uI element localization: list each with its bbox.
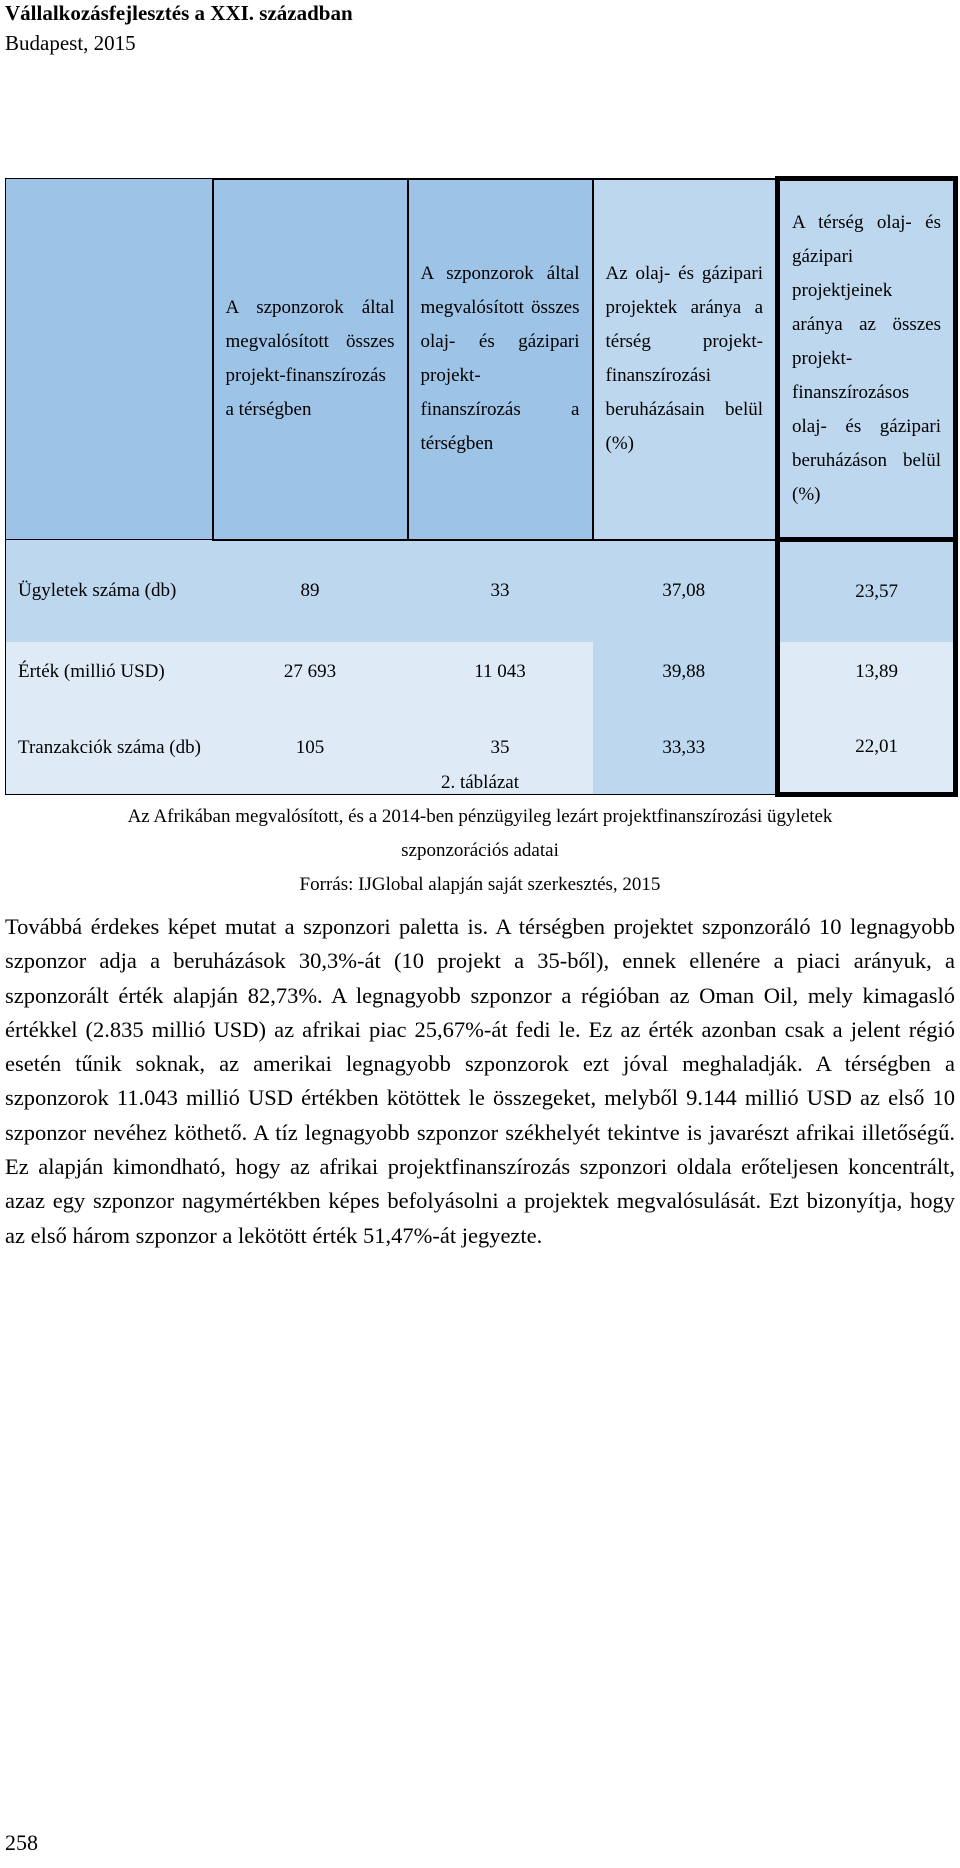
- table-cell: 39,88: [593, 642, 778, 702]
- header-title: Vállalkozásfejlesztés a XXI. században: [5, 1, 353, 25]
- table-cell: 33: [408, 540, 593, 643]
- row-label: Tranzakciók száma (db): [6, 702, 213, 795]
- header-subtitle: Budapest, 2015: [5, 31, 136, 55]
- table-caption-source: Forrás: IJGlobal alapján saját szerkesztés, 2015: [299, 874, 661, 895]
- table-cell: 27 693: [213, 642, 408, 702]
- table-cell: 23,57: [778, 540, 956, 643]
- page-header: [5, 0, 353, 56]
- table-cell: 105: [213, 702, 408, 795]
- table-caption-number: 2. táblázat: [440, 772, 520, 793]
- table-cell: 22,01: [778, 702, 956, 795]
- table-cell: 89: [213, 540, 408, 643]
- column-header: A térség olaj- és gázipari projektjeinek aránya az összes projekt-finanszírozásos olaj- és gázipari beruházáson belül (%): [778, 179, 956, 540]
- data-table: [5, 176, 958, 797]
- table-cell: 35: [408, 702, 593, 795]
- table-caption-line2: szponzorációs adatai: [401, 840, 559, 861]
- table-cell: 13,89: [778, 642, 956, 702]
- table-cell: 33,33: [593, 702, 778, 795]
- table-cell: 37,08: [593, 540, 778, 643]
- page-number: 258: [5, 1830, 38, 1855]
- table-header-row: [6, 179, 956, 540]
- column-header: Az olaj- és gázipari projektek aránya a térség projekt-finanszírozási beruházásain belül (%): [593, 179, 778, 540]
- row-label: Ügyletek száma (db): [6, 540, 213, 643]
- column-header: A szponzorok által megvalósított összes olaj- és gázipari projekt-finanszírozás a térségben: [408, 179, 593, 540]
- body-paragraph: Továbbá érdekes képet mutat a szponzori paletta is. A térségben projektet szponzoráló 10 legnagyobb szponzor adja a beruházások 30,3%-át (10 projekt a 35-ből), ennek ellenére a piaci arányuk, a szponzorált érték alapján 82,73%. A legnagyobb szponzor a régióban az Oman Oil, mely kimagasló értékkel (2.835 millió USD) az afrikai piac 25,67%-át fedi le. Ez az érték azonban csak a jelent régió esetén tűnik soknak, az amerikai legnagyobb szponzorok ezt jóval meghaladják. A térségben a szponzorok 11.043 millió USD értékben kötöttek le összegeket, melyből 9.144 millió USD az első 10 szponzor nevéhez köthető. A tíz legnagyobb szponzor székhelyét tekintve is javarészt afrikai illetőségű. Ez alapján kimondható, hogy az afrikai projektfinanszírozás szponzori oldala erőteljesen koncentrált, azaz egy szponzor nagymértékben képes befolyásolni a projektek megvalósulását. Ezt bizonyítja, hogy az első három szponzor a lekötött érték 51,47%-át jegyezte.: [5, 914, 955, 1248]
- table-caption-line1: Az Afrikában megvalósított, és a 2014-ben pénzügyileg lezárt projektfinanszírozási ügyletek: [127, 806, 833, 827]
- table-row: [6, 642, 956, 702]
- row-label: Érték (millió USD): [6, 642, 213, 702]
- table-row: [6, 540, 956, 643]
- table-cell: 11 043: [408, 642, 593, 702]
- column-header: A szponzorok által megvalósított összes projekt-finanszírozás a térségben: [213, 179, 408, 540]
- table-corner-cell: [6, 179, 213, 540]
